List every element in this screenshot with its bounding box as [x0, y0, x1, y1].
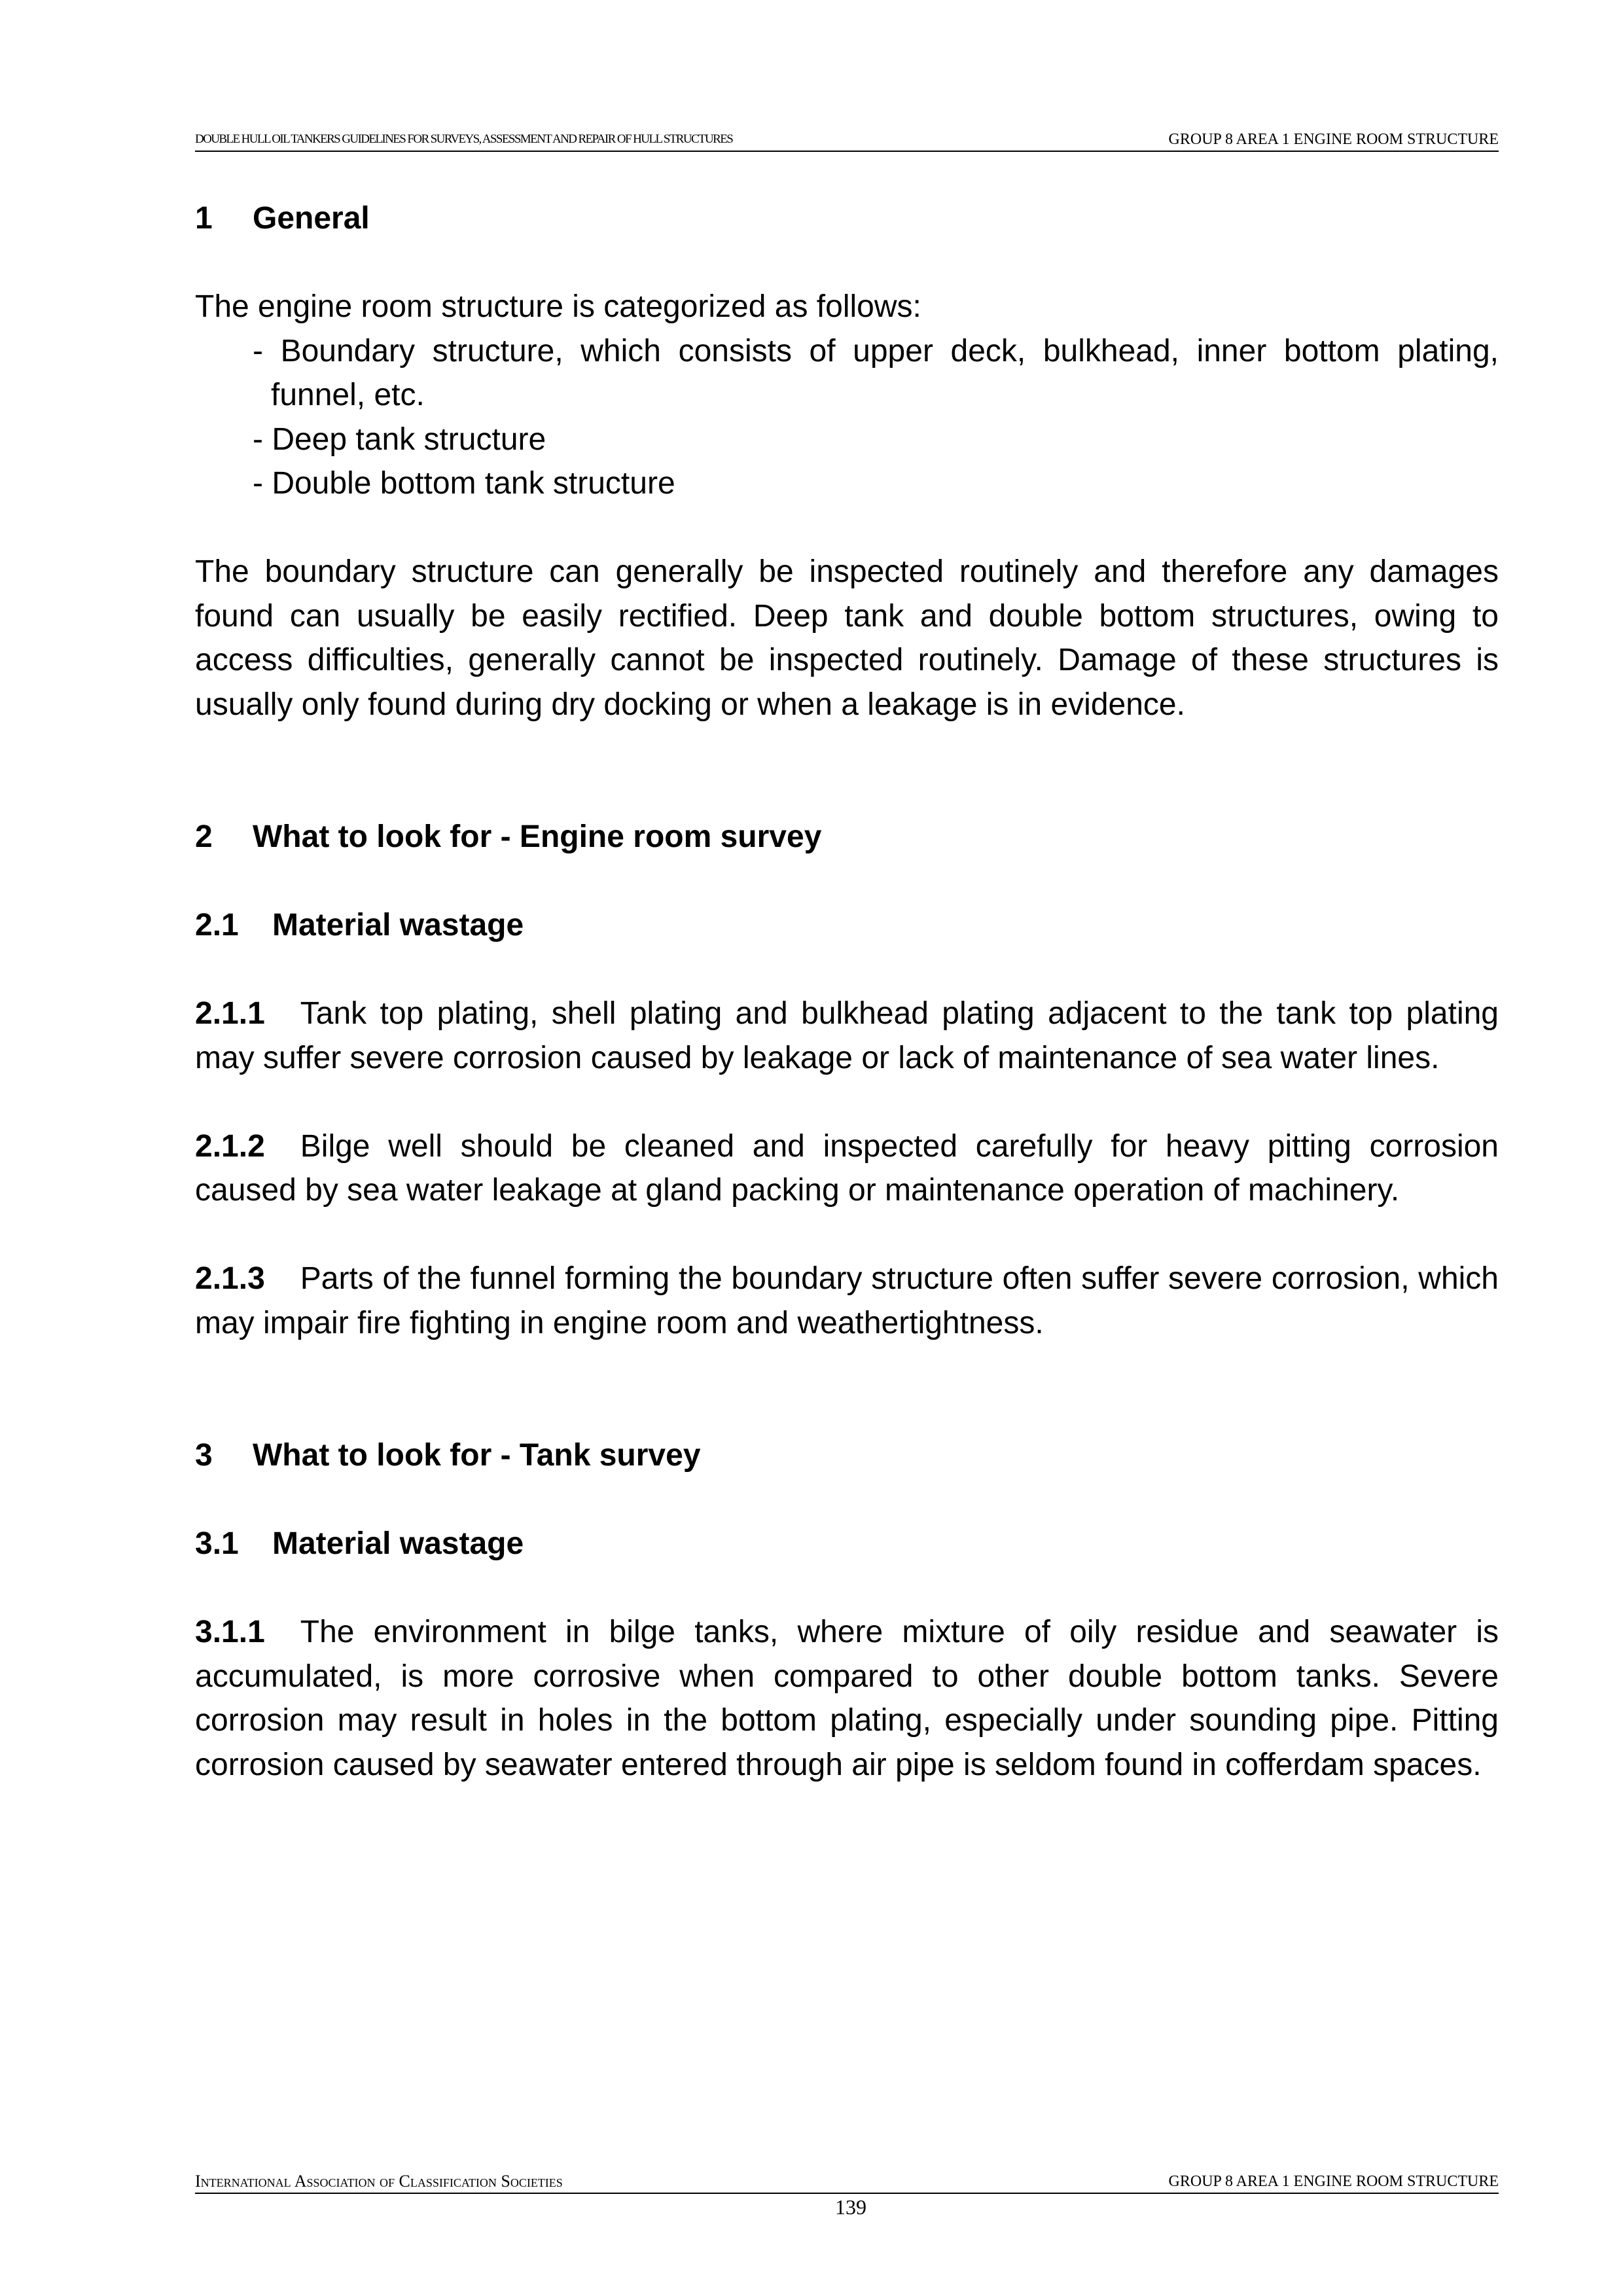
header-right-text: GROUP 8 AREA 1 ENGINE ROOM STRUCTURE [1168, 131, 1499, 148]
subsection-title: Material wastage [272, 908, 524, 942]
header-left-text: DOUBLE HULL OIL TANKERS GUIDELINES FOR SURVEYS, ASSESSMENT AND REPAIR OF HULL STRUCTURES [195, 132, 733, 146]
list-item: - Deep tank structure [253, 422, 546, 457]
page-number: 139 [835, 2195, 866, 2219]
list-item: - Boundary structure, which consists of upper deck, bulkhead, inner bottom plating, funnel, etc. [253, 333, 1499, 412]
paragraph-2-1-1 [195, 992, 1499, 1080]
section-1-heading [195, 196, 1499, 241]
section-title: What to look for - Engine room survey [253, 819, 822, 854]
section-number: 2 [195, 819, 213, 854]
paragraph-number: 2.1.3 [195, 1261, 265, 1296]
subsection-title: Material wastage [272, 1526, 524, 1561]
paragraph-text: Tank top plating, shell plating and bulkhead plating adjacent to the tank top plating may suffer severe corrosion caused by leakage or lack of maintenance of sea water lines. [195, 996, 1499, 1075]
paragraph-2-1-3 [195, 1257, 1499, 1345]
footer-left-text: International Association of Classification Societies [195, 2172, 563, 2191]
paragraph-3-1-1 [195, 1610, 1499, 1787]
section-1-intro: The engine room structure is categorized as follows: [195, 289, 921, 324]
section-1-paragraph: The boundary structure can generally be inspected routinely and therefore any damages found can usually be easily rectified. Deep tank and double bottom structures, owing to access difficulties, generally cannot be inspected routinely. Damage of these structures is usually only found during dry docking or when a leakage is in evidence. [195, 554, 1499, 722]
section-number: 3 [195, 1438, 213, 1473]
list-item: - Double bottom tank structure [253, 466, 675, 501]
subsection-number: 3.1 [195, 1526, 239, 1561]
section-2-heading [195, 815, 1499, 859]
structure-category-list [195, 329, 1499, 506]
paragraph-number: 2.1.2 [195, 1128, 265, 1164]
subsection-number: 2.1 [195, 908, 239, 942]
paragraph-text: The environment in bilge tanks, where mixture of oily residue and seawater is accumulated, is more corrosive when compared to other double bottom tanks. Severe corrosion may result in holes in the bottom plating, especially under sounding pipe. Pitting corrosion caused by seawater entered through air pipe is seldom found in cofferdam spaces. [195, 1615, 1499, 1782]
paragraph-number: 3.1.1 [195, 1615, 265, 1649]
section-title: General [253, 201, 370, 236]
section-number: 1 [195, 201, 213, 236]
paragraph-text: Bilge well should be cleaned and inspected carefully for heavy pitting corrosion caused by sea water leakage at gland packing or maintenance operation of machinery. [195, 1128, 1499, 1208]
paragraph-2-1-2 [195, 1124, 1499, 1213]
paragraph-number: 2.1.1 [195, 996, 265, 1031]
running-footer [195, 2169, 1499, 2194]
section-3-heading [195, 1433, 1499, 1478]
subsection-2-1-heading [195, 903, 1499, 948]
subsection-3-1-heading [195, 1522, 1499, 1566]
paragraph-text: Parts of the funnel forming the boundary structure often suffer severe corrosion, which may impair fire fighting in engine room and weathertightness. [195, 1261, 1499, 1340]
running-header [195, 127, 1499, 152]
page-content [195, 196, 1499, 1787]
section-title: What to look for - Tank survey [253, 1438, 701, 1473]
footer-right-text: GROUP 8 AREA 1 ENGINE ROOM STRUCTURE [1168, 2173, 1499, 2190]
